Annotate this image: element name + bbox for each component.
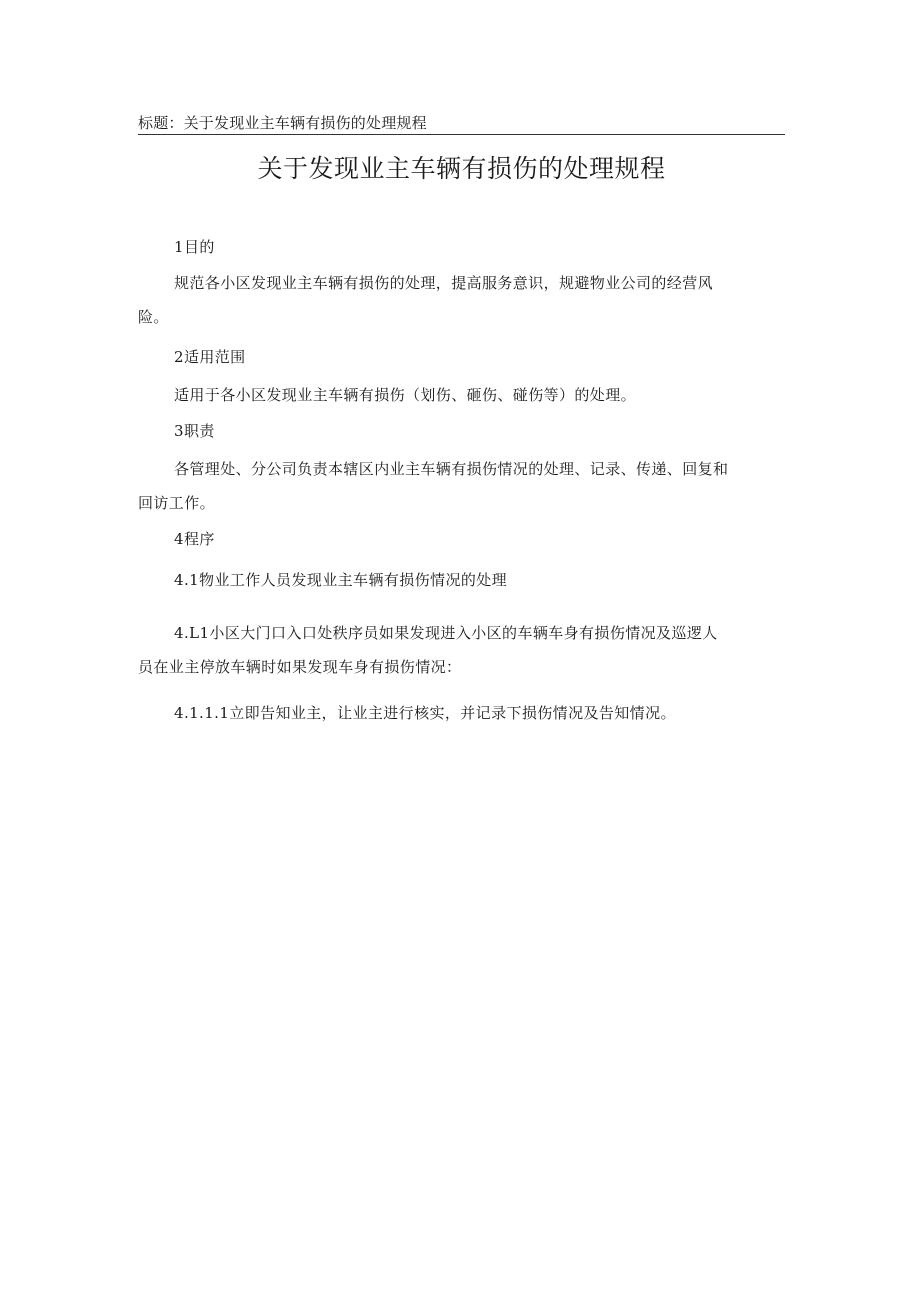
- section-4-1-1-1: [138, 696, 785, 730]
- section-heading-text: 3职责: [174, 422, 215, 440]
- header-title: 标题：关于发现业主车辆有损伤的处理规程: [138, 114, 427, 132]
- section-4-1: [138, 563, 785, 597]
- page-header: [138, 112, 785, 135]
- paragraph-line: 适用于各小区发现业主车辆有损伤（划伤、砸伤、碰伤等）的处理。: [174, 386, 637, 404]
- section-4-1-1: [138, 616, 785, 684]
- paragraph-line: 员在业主停放车辆时如果发现车身有损伤情况：: [138, 658, 462, 676]
- paragraph-line: 规范各小区发现业主车辆有损伤的处理，提高服务意识，规避物业公司的经营风: [174, 274, 714, 292]
- paragraph-line: 4.L1小区大门口入口处秩序员如果发现进入小区的车辆车身有损伤情况及巡逻人: [174, 624, 718, 642]
- section-heading-text: 1目的: [174, 238, 215, 256]
- paragraph-line: 回访工作。: [138, 494, 216, 512]
- section-3-heading: [138, 414, 785, 448]
- document-title: 关于发现业主车辆有损伤的处理规程: [257, 154, 666, 183]
- section-heading-text: 4程序: [174, 530, 215, 548]
- section-1-body: [138, 266, 785, 334]
- section-2-heading: [138, 340, 785, 374]
- section-3-body: [138, 452, 785, 520]
- paragraph-line: 险。: [138, 308, 169, 326]
- section-1-heading: [138, 230, 785, 264]
- section-heading-text: 2适用范围: [174, 348, 246, 366]
- paragraph-line: 4.1物业工作人员发现业主车辆有损伤情况的处理: [174, 571, 508, 589]
- paragraph-line: 4.1.1.1立即告知业主，让业主进行核实，并记录下损伤情况及告知情况。: [174, 704, 676, 722]
- section-2-body: [138, 378, 785, 412]
- section-4-heading: [138, 522, 785, 556]
- paragraph-line: 各管理处、分公司负责本辖区内业主车辆有损伤情况的处理、记录、传递、回复和: [174, 460, 729, 478]
